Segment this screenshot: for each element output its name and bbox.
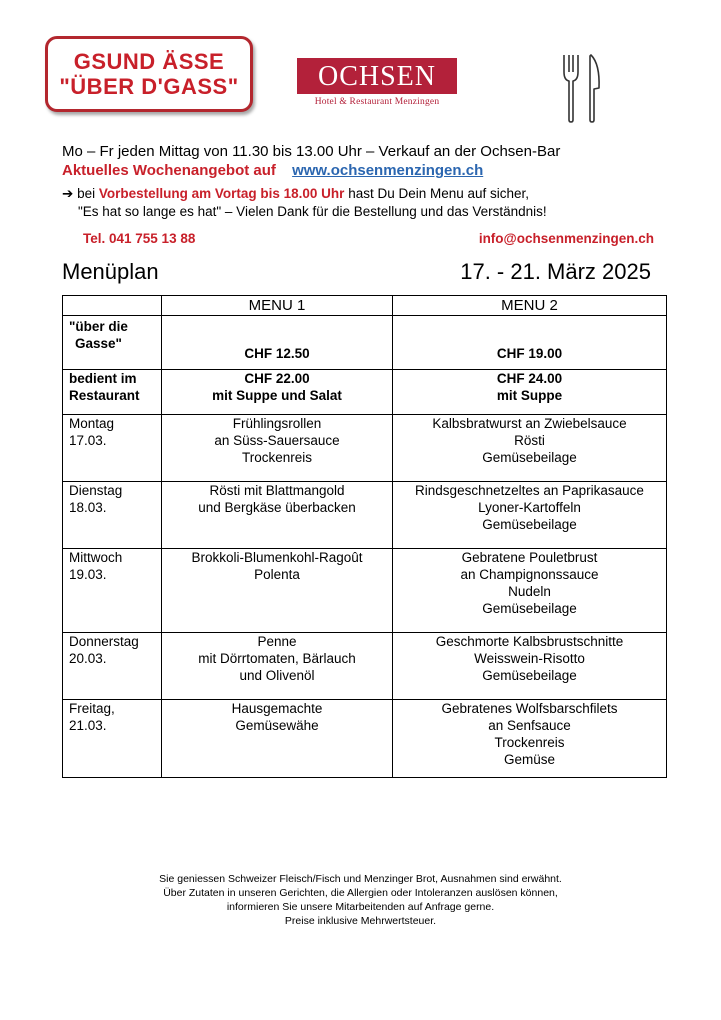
price-label — [63, 316, 162, 370]
day-cell — [63, 549, 162, 633]
menu-1-cell — [162, 700, 393, 778]
menu-1-cell — [162, 415, 393, 482]
menu-2-cell — [393, 700, 667, 778]
badge-line-2: "ÜBER D'GASS" — [59, 74, 239, 99]
day-cell — [63, 700, 162, 778]
dish-line: an Süss-Sauersauce — [214, 433, 340, 448]
page-title: Menüplan — [62, 259, 159, 284]
footer-line: informieren Sie unsere Mitarbeitenden auf Anfrage gerne. — [226, 901, 495, 913]
dish-line: Gebratene Pouletbrust — [461, 550, 598, 565]
price-line: CHF 22.00 — [244, 371, 310, 386]
dish-line: und Bergkäse überbacken — [198, 500, 356, 515]
preorder-highlight: Vorbestellung am Vortag bis 18.00 Uhr — [98, 186, 345, 201]
price-menu-1 — [162, 370, 393, 415]
dish-line: mit Dörrtomaten, Bärlauch — [198, 651, 356, 666]
date-range: 17. - 21. März 2025 — [460, 259, 651, 284]
price-label-line: "über die — [69, 319, 128, 334]
dish-line: Gemüsebeilage — [482, 450, 577, 465]
menu-table — [62, 295, 667, 778]
dish-line: Gemüsebeilage — [482, 601, 577, 616]
header-cell-empty — [63, 296, 162, 316]
day-name: Montag — [69, 416, 115, 431]
menu-2-cell — [393, 633, 667, 700]
dish-line: Rösti mit Blattmangold — [209, 483, 345, 498]
menu-2-cell — [393, 482, 667, 549]
price-menu-1: CHF 12.50 — [162, 316, 393, 370]
price-row-takeaway — [63, 316, 667, 370]
dish-line: Gemüse — [503, 752, 556, 767]
price-line: CHF 24.00 — [496, 371, 563, 386]
price-label-line: Restaurant — [69, 388, 140, 403]
table-row — [63, 633, 667, 700]
day-cell — [63, 415, 162, 482]
price-label-line: bedient im — [69, 371, 137, 386]
dish-line: Polenta — [254, 567, 300, 582]
day-cell — [63, 482, 162, 549]
menu-1-cell — [162, 633, 393, 700]
footer-notes — [0, 872, 721, 928]
table-row — [63, 549, 667, 633]
dish-line: Rindsgeschnetzeltes an Paprikasauce — [415, 483, 644, 498]
opening-hours: Mo – Fr jeden Mittag von 11.30 bis 13.00 Uhr – Verkauf an der Ochsen-Bar — [62, 143, 561, 160]
dish-line: Trockenreis — [494, 735, 565, 750]
price-line: mit Suppe und Salat — [212, 388, 342, 403]
right-arrow-icon: ➔ — [62, 186, 74, 201]
day-date: 21.03. — [69, 718, 107, 733]
footer-line: Sie geniessen Schweizer Fleisch/Fisch und Menzinger Brot, Ausnahmen sind erwähnt. — [159, 873, 562, 885]
dish-line: Penne — [257, 634, 297, 649]
weekly-offer-line — [62, 162, 483, 179]
day-name: Freitag, — [69, 701, 115, 716]
day-date: 20.03. — [69, 651, 107, 666]
dish-line: Hausgemachte — [231, 701, 323, 716]
day-date: 19.03. — [69, 567, 107, 582]
badge-line-1: GSUND ÄSSE — [73, 49, 225, 74]
dish-line: an Champignonssauce — [460, 567, 599, 582]
website-link[interactable]: www.ochsenmenzingen.ch — [292, 162, 484, 179]
menu-1-cell — [162, 482, 393, 549]
menu-2-cell — [393, 549, 667, 633]
menu-1-cell — [162, 549, 393, 633]
dish-line: Lyoner-Kartoffeln — [478, 500, 581, 515]
header-menu-2: MENU 2 — [393, 296, 667, 316]
header-menu-1: MENU 1 — [162, 296, 393, 316]
ochsen-tagline: Hotel & Restaurant Menzingen — [314, 97, 440, 107]
dish-line: Gebratenes Wolfsbarschfilets — [441, 701, 618, 716]
day-cell — [63, 633, 162, 700]
dish-line: Gemüsebeilage — [482, 517, 577, 532]
gsund-aesse-badge — [45, 36, 253, 112]
price-label-line: Gasse" — [75, 336, 122, 351]
table-header-row — [63, 296, 667, 316]
phone-number[interactable]: Tel. 041 755 13 88 — [83, 231, 196, 246]
dish-line: Brokkoli-Blumenkohl-Ragoût — [191, 550, 363, 565]
table-row — [63, 700, 667, 778]
day-date: 18.03. — [69, 500, 107, 515]
thanks-line: "Es hat so lange es hat" – Vielen Dank für die Bestellung und das Verständnis! — [78, 204, 547, 219]
dish-line: Geschmorte Kalbsbrustschnitte — [435, 634, 624, 649]
preorder-suffix: hast Du Dein Menu auf sicher, — [348, 186, 530, 201]
dish-line: Rösti — [514, 433, 545, 448]
price-row-restaurant — [63, 370, 667, 415]
footer-line: Über Zutaten in unseren Gerichten, die Allergien oder Intoleranzen auslösen können, — [163, 887, 558, 899]
dish-line: und Olivenöl — [239, 668, 315, 683]
dish-line: Trockenreis — [241, 450, 313, 465]
table-row — [63, 415, 667, 482]
weekly-offer-label: Aktuelles Wochenangebot auf — [62, 162, 276, 179]
dish-line: Nudeln — [508, 584, 551, 599]
dish-line: Gemüsewähe — [235, 718, 319, 733]
dish-line: an Senfsauce — [488, 718, 571, 733]
dish-line: Kalbsbratwurst an Zwiebelsauce — [432, 416, 627, 431]
price-menu-2 — [393, 370, 667, 415]
dish-line: Frühlingsrollen — [232, 416, 322, 431]
ochsen-logo — [297, 58, 457, 107]
preorder-line — [62, 186, 529, 202]
menu-2-cell — [393, 415, 667, 482]
price-menu-2: CHF 19.00 — [393, 316, 667, 370]
day-name: Dienstag — [69, 483, 123, 498]
day-name: Donnerstag — [69, 634, 139, 649]
email-link[interactable]: info@ochsenmenzingen.ch — [478, 231, 654, 246]
fork-knife-icon — [558, 52, 604, 124]
ochsen-wordmark: OCHSEN — [297, 58, 457, 94]
footer-line: Preise inklusive Mehrwertsteuer. — [284, 915, 437, 927]
preorder-prefix: bei — [77, 186, 96, 201]
price-label — [63, 370, 162, 415]
table-row — [63, 482, 667, 549]
day-name: Mittwoch — [69, 550, 123, 565]
dish-line: Weisswein-Risotto — [474, 651, 585, 666]
dish-line: Gemüsebeilage — [482, 668, 577, 683]
day-date: 17.03. — [69, 433, 107, 448]
price-line: mit Suppe — [496, 388, 563, 403]
